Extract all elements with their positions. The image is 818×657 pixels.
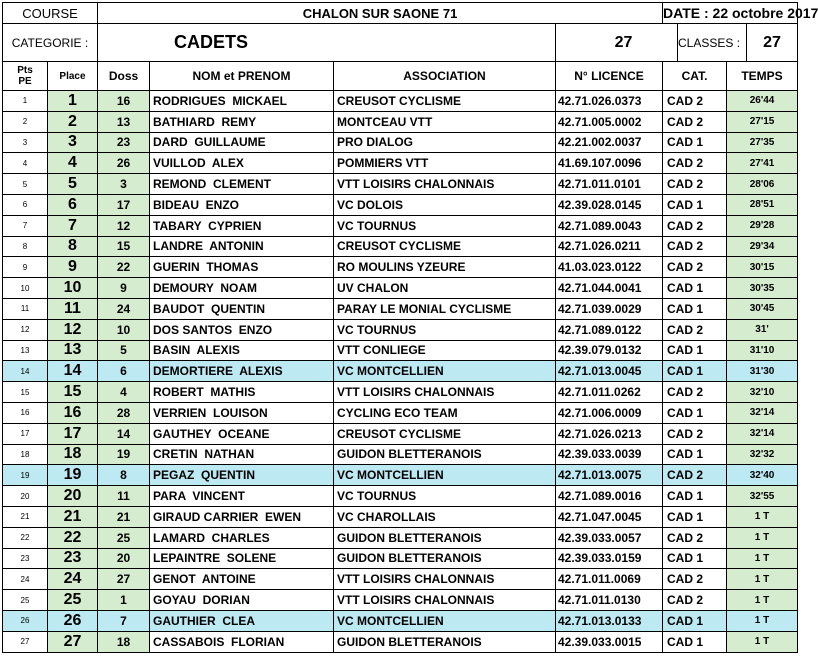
cell-association: CREUSOT CYCLISME <box>334 91 556 112</box>
cell-temps: 1 T <box>727 610 798 631</box>
cell-cat: CAD 1 <box>663 361 727 382</box>
table-row <box>3 215 798 236</box>
cell-place: 3 <box>48 132 98 153</box>
table-row <box>3 361 798 382</box>
cell-nom: BASIN ALEXIS <box>150 340 334 361</box>
classes-value: 27 <box>763 33 781 51</box>
cell-temps: 32'40 <box>727 465 798 486</box>
cell-nom: VUILLOD ALEX <box>150 153 334 174</box>
cell-doss: 10 <box>98 319 150 340</box>
cell-association: VC MONTCELLIEN <box>334 361 556 382</box>
table-row <box>3 506 798 527</box>
table-row <box>3 298 798 319</box>
cell-doss: 25 <box>98 527 150 548</box>
cell-nom: ROBERT MATHIS <box>150 382 334 403</box>
cell-pts: 18 <box>3 444 48 465</box>
cell-doss: 16 <box>98 91 150 112</box>
cell-nom: LANDRE ANTONIN <box>150 236 334 257</box>
cell-cat: CAD 1 <box>663 506 727 527</box>
cell-nom: CASSABOIS FLORIAN <box>150 631 334 652</box>
cell-temps: 28'06 <box>727 174 798 195</box>
cell-place: 15 <box>48 382 98 403</box>
cell-temps: 30'45 <box>727 298 798 319</box>
table-row <box>3 382 798 403</box>
table-row <box>3 111 798 132</box>
cell-licence: 42.39.033.0159 <box>556 548 663 569</box>
cell-association: VC TOURNUS <box>334 215 556 236</box>
cell-place: 1 <box>48 91 98 112</box>
cell-doss: 18 <box>98 631 150 652</box>
cell-association: VC MONTCELLIEN <box>334 465 556 486</box>
cell-place: 18 <box>48 444 98 465</box>
results-body <box>3 91 798 653</box>
cell-cat: CAD 2 <box>663 590 727 611</box>
cell-cat: CAD 1 <box>663 402 727 423</box>
cell-association: PARAY LE MONIAL CYCLISME <box>334 298 556 319</box>
cell-temps: 1 T <box>727 527 798 548</box>
cell-licence: 42.39.079.0132 <box>556 340 663 361</box>
cell-place: 5 <box>48 174 98 195</box>
cell-place: 19 <box>48 465 98 486</box>
cell-licence: 42.39.028.0145 <box>556 194 663 215</box>
cell-doss: 8 <box>98 465 150 486</box>
cell-association: POMMIERS VTT <box>334 153 556 174</box>
cell-nom: GAUTHEY OCEANE <box>150 423 334 444</box>
cell-nom: DARD GUILLAUME <box>150 132 334 153</box>
cell-association: VC CHAROLLAIS <box>334 506 556 527</box>
cell-doss: 13 <box>98 111 150 132</box>
cell-place: 17 <box>48 423 98 444</box>
course-city: CHALON SUR SAONE 71 <box>98 3 663 24</box>
header-row-course <box>3 3 798 24</box>
cell-licence: 42.71.026.0213 <box>556 423 663 444</box>
col-pts-header: Pts PE <box>3 62 48 91</box>
cell-temps: 31'30 <box>727 361 798 382</box>
cell-place: 22 <box>48 527 98 548</box>
cell-temps: 26'44 <box>727 91 798 112</box>
cell-nom: GOYAU DORIAN <box>150 590 334 611</box>
cell-doss: 5 <box>98 340 150 361</box>
cell-association: VC TOURNUS <box>334 486 556 507</box>
cell-association: VTT LOISIRS CHALONNAIS <box>334 382 556 403</box>
cell-association: RO MOULINS YZEURE <box>334 257 556 278</box>
cell-cat: CAD 2 <box>663 319 727 340</box>
col-association-header: ASSOCIATION <box>334 62 556 91</box>
cell-place: 2 <box>48 111 98 132</box>
cell-place: 14 <box>48 361 98 382</box>
cell-pts: 17 <box>3 423 48 444</box>
cell-licence: 42.71.011.0130 <box>556 590 663 611</box>
cell-cat: CAD 1 <box>663 298 727 319</box>
cell-association: GUIDON BLETTERANOIS <box>334 444 556 465</box>
cell-temps: 30'15 <box>727 257 798 278</box>
table-row <box>3 153 798 174</box>
cell-temps: 31' <box>727 319 798 340</box>
col-nom-header: NOM et PRENOM <box>150 62 334 91</box>
cell-association: VTT LOISIRS CHALONNAIS <box>334 174 556 195</box>
cell-cat: CAD 2 <box>663 423 727 444</box>
cell-temps: 27'15 <box>727 111 798 132</box>
cell-pts: 16 <box>3 402 48 423</box>
cell-nom: RODRIGUES MICKAEL <box>150 91 334 112</box>
cell-temps: 31'10 <box>727 340 798 361</box>
cell-temps: 1 T <box>727 590 798 611</box>
table-row <box>3 527 798 548</box>
cell-doss: 27 <box>98 569 150 590</box>
cell-place: 24 <box>48 569 98 590</box>
cell-cat: CAD 2 <box>663 382 727 403</box>
cell-place: 7 <box>48 215 98 236</box>
cell-licence: 42.71.089.0043 <box>556 215 663 236</box>
cell-pts: 13 <box>3 340 48 361</box>
column-header-row <box>3 62 798 91</box>
cell-temps: 32'32 <box>727 444 798 465</box>
cell-licence: 42.71.013.0133 <box>556 610 663 631</box>
cell-nom: GIRAUD CARRIER EWEN <box>150 506 334 527</box>
cell-place: 26 <box>48 610 98 631</box>
cell-association: VTT CONLIEGE <box>334 340 556 361</box>
cell-licence: 42.71.089.0016 <box>556 486 663 507</box>
cell-pts: 19 <box>3 465 48 486</box>
cell-association: GUIDON BLETTERANOIS <box>334 527 556 548</box>
cell-pts: 27 <box>3 631 48 652</box>
cell-association: CYCLING ECO TEAM <box>334 402 556 423</box>
col-licence-header: N° LICENCE <box>556 62 663 91</box>
cell-nom: TABARY CYPRIEN <box>150 215 334 236</box>
cell-nom: GUERIN THOMAS <box>150 257 334 278</box>
cell-nom: BAUDOT QUENTIN <box>150 298 334 319</box>
cell-licence: 42.71.044.0041 <box>556 278 663 299</box>
cell-licence: 42.71.006.0009 <box>556 402 663 423</box>
col-temps-header: TEMPS <box>727 62 798 91</box>
cell-temps: 29'34 <box>727 236 798 257</box>
table-row <box>3 402 798 423</box>
table-row <box>3 132 798 153</box>
cell-pts: 20 <box>3 486 48 507</box>
cell-doss: 3 <box>98 174 150 195</box>
cell-association: VTT LOISIRS CHALONNAIS <box>334 569 556 590</box>
cell-temps: 30'35 <box>727 278 798 299</box>
cell-doss: 6 <box>98 361 150 382</box>
cell-doss: 22 <box>98 257 150 278</box>
cell-association: VC TOURNUS <box>334 319 556 340</box>
cell-doss: 17 <box>98 194 150 215</box>
table-row <box>3 631 798 652</box>
cell-licence: 42.71.013.0045 <box>556 361 663 382</box>
cell-place: 16 <box>48 402 98 423</box>
cell-cat: CAD 1 <box>663 132 727 153</box>
cell-association: MONTCEAU VTT <box>334 111 556 132</box>
cell-place: 11 <box>48 298 98 319</box>
cell-pts: 10 <box>3 278 48 299</box>
cell-doss: 12 <box>98 215 150 236</box>
cell-licence: 42.71.011.0262 <box>556 382 663 403</box>
cell-temps: 32'10 <box>727 382 798 403</box>
cell-pts: 25 <box>3 590 48 611</box>
cell-cat: CAD 2 <box>663 153 727 174</box>
cell-place: 12 <box>48 319 98 340</box>
categorie-value: CADETS <box>98 24 556 62</box>
cell-doss: 23 <box>98 132 150 153</box>
table-row <box>3 194 798 215</box>
results-table <box>2 2 818 653</box>
cell-temps: 29'28 <box>727 215 798 236</box>
cell-doss: 24 <box>98 298 150 319</box>
cell-nom: GAUTHIER CLEA <box>150 610 334 631</box>
cell-temps: 32'14 <box>727 423 798 444</box>
cell-licence: 41.69.107.0096 <box>556 153 663 174</box>
cell-place: 13 <box>48 340 98 361</box>
cell-cat: CAD 1 <box>663 486 727 507</box>
cell-association: VC MONTCELLIEN <box>334 610 556 631</box>
cell-licence: 42.71.011.0101 <box>556 174 663 195</box>
cell-doss: 20 <box>98 548 150 569</box>
cell-cat: CAD 1 <box>663 278 727 299</box>
cell-pts: 8 <box>3 236 48 257</box>
table-row <box>3 590 798 611</box>
cell-doss: 9 <box>98 278 150 299</box>
cell-nom: PEGAZ QUENTIN <box>150 465 334 486</box>
cell-place: 10 <box>48 278 98 299</box>
cell-doss: 14 <box>98 423 150 444</box>
cell-licence: 42.71.089.0122 <box>556 319 663 340</box>
cell-pts: 1 <box>3 91 48 112</box>
cell-doss: 19 <box>98 444 150 465</box>
cell-cat: CAD 1 <box>663 340 727 361</box>
table-row <box>3 340 798 361</box>
cell-licence: 42.71.047.0045 <box>556 506 663 527</box>
cell-licence: 42.71.026.0373 <box>556 91 663 112</box>
table-row <box>3 236 798 257</box>
cell-nom: VERRIEN LOUISON <box>150 402 334 423</box>
cell-cat: CAD 2 <box>663 465 727 486</box>
cell-pts: 14 <box>3 361 48 382</box>
cell-temps: 1 T <box>727 569 798 590</box>
cell-place: 27 <box>48 631 98 652</box>
cell-place: 8 <box>48 236 98 257</box>
cell-cat: CAD 2 <box>663 236 727 257</box>
cell-association: PRO DIALOG <box>334 132 556 153</box>
cell-cat: CAD 2 <box>663 174 727 195</box>
cell-licence: 41.03.023.0122 <box>556 257 663 278</box>
cell-cat: CAD 2 <box>663 569 727 590</box>
cell-nom: PARA VINCENT <box>150 486 334 507</box>
cell-temps: 32'55 <box>727 486 798 507</box>
cell-pts: 21 <box>3 506 48 527</box>
cell-pts: 15 <box>3 382 48 403</box>
cell-place: 4 <box>48 153 98 174</box>
cell-association: GUIDON BLETTERANOIS <box>334 631 556 652</box>
cell-cat: CAD 2 <box>663 257 727 278</box>
cell-doss: 15 <box>98 236 150 257</box>
categorie-label: CATEGORIE : <box>3 24 98 62</box>
cell-licence: 42.71.039.0029 <box>556 298 663 319</box>
cell-association: VC DOLOIS <box>334 194 556 215</box>
table-row <box>3 465 798 486</box>
cell-temps: 27'41 <box>727 153 798 174</box>
cell-temps: 1 T <box>727 548 798 569</box>
cell-temps: 1 T <box>727 631 798 652</box>
cell-place: 23 <box>48 548 98 569</box>
cell-doss: 4 <box>98 382 150 403</box>
cell-nom: BIDEAU ENZO <box>150 194 334 215</box>
cell-nom: LEPAINTRE SOLENE <box>150 548 334 569</box>
cell-association: GUIDON BLETTERANOIS <box>334 548 556 569</box>
cell-association: UV CHALON <box>334 278 556 299</box>
table-row <box>3 486 798 507</box>
cell-pts: 4 <box>3 153 48 174</box>
cell-pts: 12 <box>3 319 48 340</box>
table-row <box>3 423 798 444</box>
cell-nom: DOS SANTOS ENZO <box>150 319 334 340</box>
col-cat-header: CAT. <box>663 62 727 91</box>
cell-licence: 42.71.013.0075 <box>556 465 663 486</box>
cell-nom: DEMORTIERE ALEXIS <box>150 361 334 382</box>
cell-cat: CAD 2 <box>663 527 727 548</box>
table-row <box>3 444 798 465</box>
cell-pts: 23 <box>3 548 48 569</box>
cell-nom: LAMARD CHARLES <box>150 527 334 548</box>
cell-nom: REMOND CLEMENT <box>150 174 334 195</box>
cell-cat: CAD 2 <box>663 215 727 236</box>
cell-nom: DEMOURY NOAM <box>150 278 334 299</box>
cell-cat: CAD 1 <box>663 444 727 465</box>
cell-cat: CAD 2 <box>663 91 727 112</box>
cell-pts: 11 <box>3 298 48 319</box>
cell-licence: 42.71.005.0002 <box>556 111 663 132</box>
col-doss-header: Doss <box>98 62 150 91</box>
cell-place: 9 <box>48 257 98 278</box>
cell-doss: 21 <box>98 506 150 527</box>
cell-pts: 6 <box>3 194 48 215</box>
header-row-category <box>3 24 798 62</box>
table-row <box>3 257 798 278</box>
cell-licence: 42.39.033.0015 <box>556 631 663 652</box>
course-label: COURSE <box>3 3 98 24</box>
cell-cat: CAD 1 <box>663 548 727 569</box>
classes-label: CLASSES : <box>678 24 747 61</box>
cell-cat: CAD 1 <box>663 610 727 631</box>
cell-licence: 42.39.033.0039 <box>556 444 663 465</box>
table-row <box>3 278 798 299</box>
cell-pts: 5 <box>3 174 48 195</box>
table-row <box>3 319 798 340</box>
cell-pts: 22 <box>3 527 48 548</box>
cell-licence: 42.71.026.0211 <box>556 236 663 257</box>
cell-licence: 42.39.033.0057 <box>556 527 663 548</box>
cell-association: VTT LOISIRS CHALONNAIS <box>334 590 556 611</box>
partants-classes-cell <box>556 24 798 62</box>
cell-pts: 3 <box>3 132 48 153</box>
cell-place: 20 <box>48 486 98 507</box>
cell-doss: 11 <box>98 486 150 507</box>
cell-doss: 28 <box>98 402 150 423</box>
table-row <box>3 548 798 569</box>
cell-association: CREUSOT CYCLISME <box>334 236 556 257</box>
cell-pts: 2 <box>3 111 48 132</box>
cell-pts: 26 <box>3 610 48 631</box>
cell-temps: 1 T <box>727 506 798 527</box>
cell-licence: 42.21.002.0037 <box>556 132 663 153</box>
cell-doss: 7 <box>98 610 150 631</box>
table-row <box>3 91 798 112</box>
cell-pts: 9 <box>3 257 48 278</box>
cell-place: 21 <box>48 506 98 527</box>
cell-place: 25 <box>48 590 98 611</box>
cell-nom: GENOT ANTOINE <box>150 569 334 590</box>
cell-association: CREUSOT CYCLISME <box>334 423 556 444</box>
cell-pts: 24 <box>3 569 48 590</box>
cell-cat: CAD 1 <box>663 631 727 652</box>
cell-licence: 42.71.011.0069 <box>556 569 663 590</box>
cell-temps: 27'35 <box>727 132 798 153</box>
table-row <box>3 569 798 590</box>
cell-cat: CAD 1 <box>663 194 727 215</box>
table-row <box>3 174 798 195</box>
cell-pts: 7 <box>3 215 48 236</box>
cell-nom: BATHIARD REMY <box>150 111 334 132</box>
cell-nom: CRETIN NATHAN <box>150 444 334 465</box>
cell-temps: 28'51 <box>727 194 798 215</box>
cell-place: 6 <box>48 194 98 215</box>
cell-temps: 32'14 <box>727 402 798 423</box>
course-date: DATE : 22 octobre 2017 <box>663 3 798 24</box>
cell-cat: CAD 2 <box>663 111 727 132</box>
cell-doss: 26 <box>98 153 150 174</box>
col-place-header: Place <box>48 62 98 91</box>
table-row <box>3 610 798 631</box>
partants-value: 27 <box>570 24 678 61</box>
cell-doss: 1 <box>98 590 150 611</box>
